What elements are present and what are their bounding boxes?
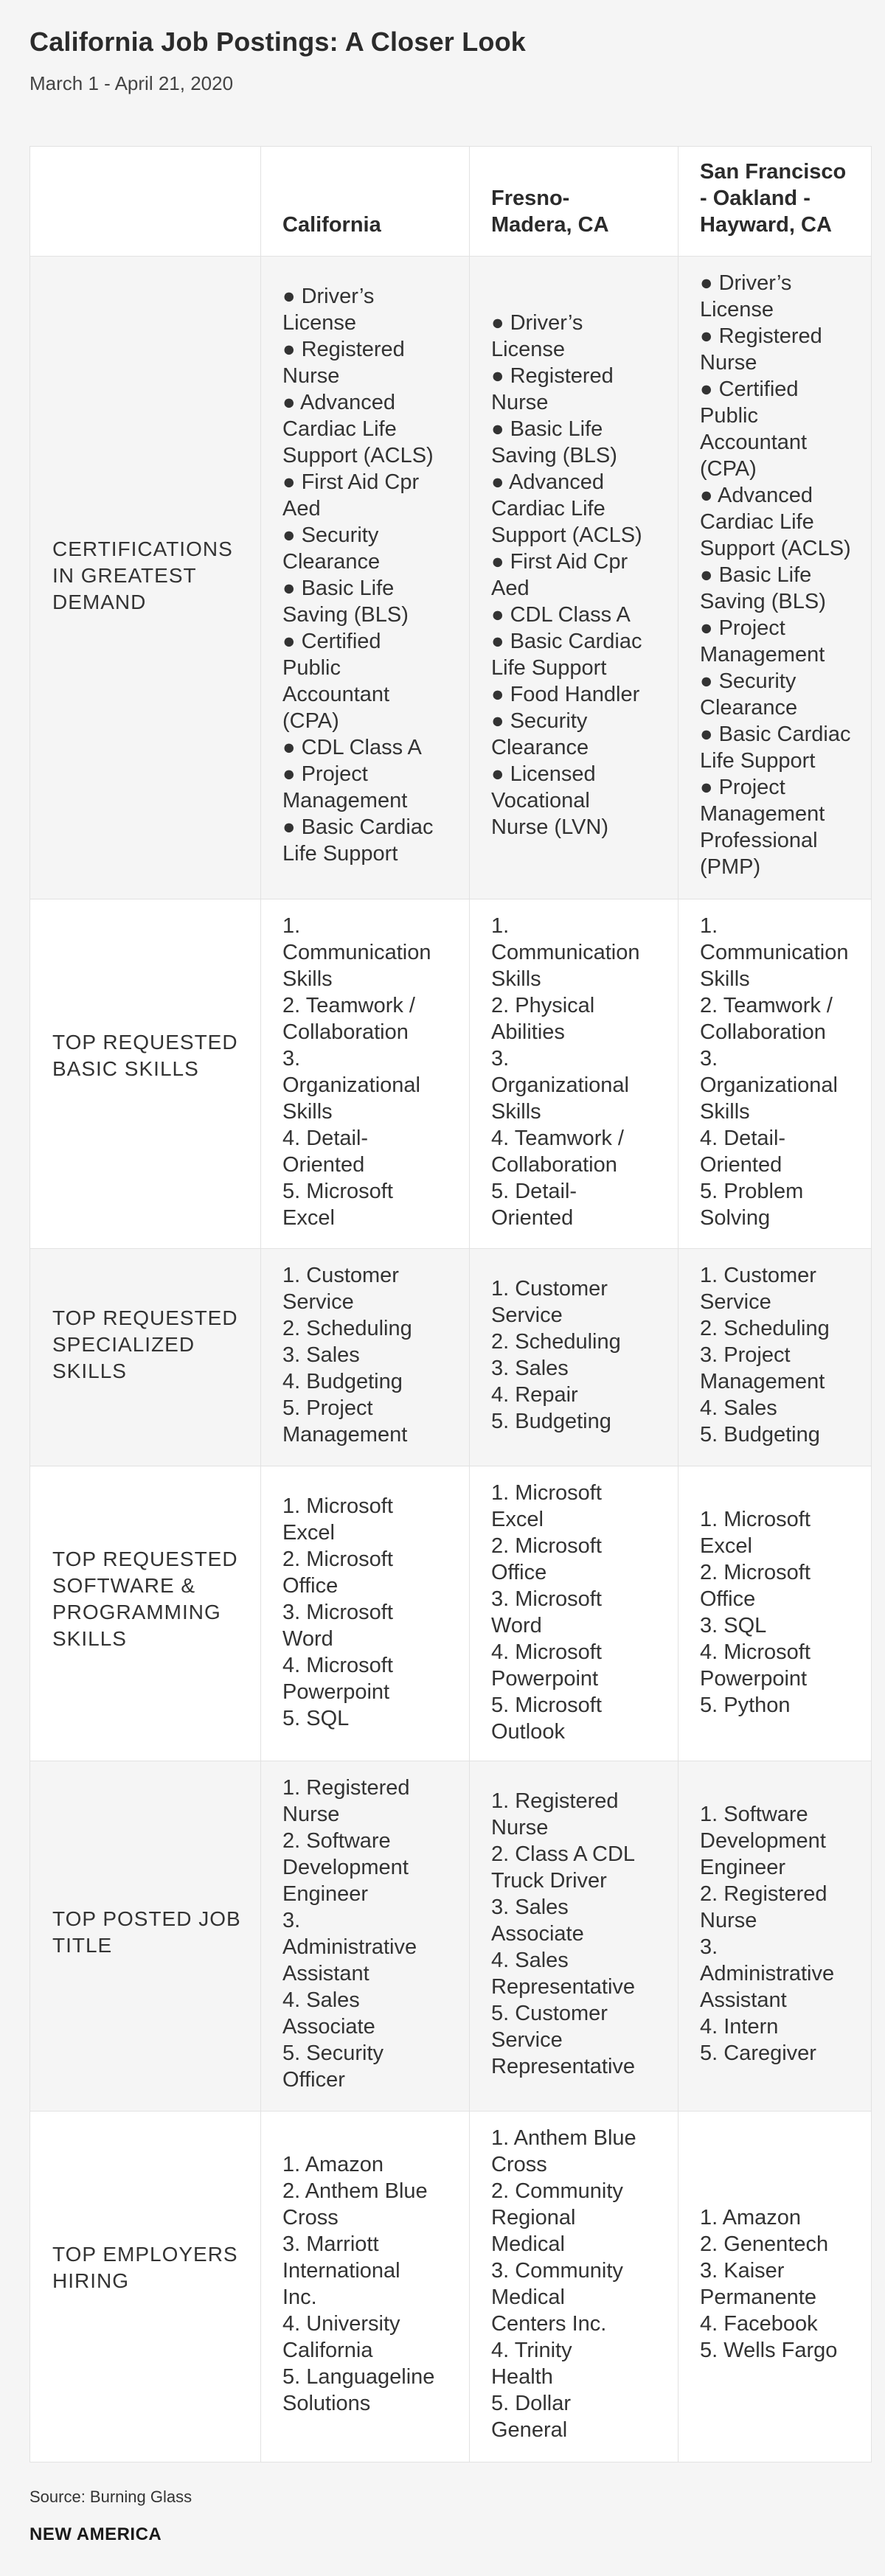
cell-fresno-specialized-skills: 1. Customer Service 2. Scheduling 3. Sales 4. Repair 5. Budgeting: [491, 1277, 621, 1433]
header: [30, 27, 526, 95]
table-row: [30, 1761, 872, 2111]
column-header-california: California: [282, 213, 381, 237]
cell-sf-software: 1. Microsoft Excel 2. Microsoft Office 3. SQL 4. Microsoft Powerpoint 5. Python: [700, 1508, 811, 1717]
cell-california-software: 1. Microsoft Excel 2. Microsoft Office 3. Microsoft Word 4. Microsoft Powerpoint 5. SQL: [282, 1494, 393, 1730]
cell-fresno-employers: 1. Anthem Blue Cross 2. Community Regional Medical 3. Community Medical Centers Inc. 4. Trinity Health 5. Dollar General: [491, 2126, 636, 2442]
row-label-employers: TOP EMPLOYERS HIRING: [52, 2243, 238, 2292]
row-label-basic-skills: TOP REQUESTED BASIC SKILLS: [52, 1031, 238, 1080]
cell-sf-certifications: ● Driver’s License ● Registered Nurse ● Certified Public Accountant (CPA) ● Advanced Cardiac Life Support (ACLS) ● Basic Life Saving (BLS) ● Project Management ● Security Clearance ● Basic Cardiac Life Support ● Project Management Professional (PMP): [700, 271, 851, 879]
cell-sf-specialized-skills: 1. Customer Service 2. Scheduling 3. Project Management 4. Sales 5. Budgeting: [700, 1264, 830, 1447]
page-subtitle: March 1 - April 21, 2020: [30, 72, 234, 94]
row-label-specialized-skills: TOP REQUESTED SPECIALIZED SKILLS: [52, 1306, 238, 1382]
cell-fresno-job-title: 1. Registered Nurse 2. Class A CDL Truck Driver 3. Sales Associate 4. Sales Representative 5. Customer Service Representative: [491, 1789, 636, 2078]
table-row: [30, 1466, 872, 1761]
table-row: [30, 257, 872, 899]
cell-fresno-certifications: ● Driver’s License ● Registered Nurse ● Basic Life Saving (BLS) ● Advanced Cardiac Life Support (ACLS) ● First Aid Cpr Aed ● CDL Class A ● Basic Cardiac Life Support ● Food Handler ● Security Clearance ● Licensed Vocational Nurse (LVN): [491, 311, 642, 839]
page-title: California Job Postings: A Closer Look: [30, 27, 527, 57]
cell-sf-basic-skills: 1. Communication Skills 2. Teamwork / Collaboration 3. Organizational Skills 4. Detail- Oriented 5. Problem Solving: [700, 914, 849, 1230]
cell-sf-job-title: 1. Software Development Engineer 2. Registered Nurse 3. Administrative Assistant 4. Intern 5. Caregiver: [700, 1803, 835, 2065]
table-row: [30, 1249, 872, 1466]
row-label-software-skills: TOP REQUESTED SOFTWARE & PROGRAMMING SKILLS: [52, 1548, 238, 1650]
source-note: Source: Burning Glass: [30, 2488, 192, 2506]
data-table: [30, 146, 872, 2462]
table-row: [30, 2112, 872, 2462]
cell-california-job-title: 1. Registered Nurse 2. Software Development Engineer 3. Administrative Assistant 4. Sales Associate 5. Security Officer: [282, 1776, 417, 2092]
brand-logo: NEW AMERICA: [30, 2524, 162, 2544]
table-row: [30, 899, 872, 1248]
row-label-certifications: CERTIFICATIONS IN GREATEST DEMAND: [52, 537, 233, 613]
cell-california-basic-skills: 1. Communication Skills 2. Teamwork / Collaboration 3. Organizational Skills 4. Detail- Oriented 5. Microsoft Excel: [282, 914, 431, 1230]
column-header-san-francisco: San Francisco - Oakland - Hayward, CA: [700, 160, 847, 237]
cell-fresno-software: 1. Microsoft Excel 2. Microsoft Office 3. Microsoft Word 4. Microsoft Powerpoint 5. Microsoft Outlook: [491, 1481, 602, 1744]
cell-california-certifications: ● Driver’s License ● Registered Nurse ● Advanced Cardiac Life Support (ACLS) ● First Aid Cpr Aed ● Security Clearance ● Basic Life Saving (BLS) ● Certified Public Accountant (CPA) ● CDL Class A ● Project Management ● Basic Cardiac Life Support: [282, 285, 434, 866]
cell-california-specialized-skills: 1. Customer Service 2. Scheduling 3. Sales 4. Budgeting 5. Project Management: [282, 1264, 412, 1447]
column-header-fresno: Fresno- Madera, CA: [491, 187, 609, 237]
row-label-job-title: TOP POSTED JOB TITLE: [52, 1907, 241, 1957]
cell-california-employers: 1. Amazon 2. Anthem Blue Cross 3. Marriott International Inc. 4. University California 5. Languageline Solutions: [282, 2153, 435, 2415]
table-header-row: [30, 147, 872, 256]
cell-sf-employers: 1. Amazon 2. Genentech 3. Kaiser Permanente 4. Facebook 5. Wells Fargo: [700, 2206, 838, 2362]
cell-fresno-basic-skills: 1. Communication Skills 2. Physical Abilities 3. Organizational Skills 4. Teamwork / Collaboration 5. Detail- Oriented: [491, 914, 640, 1230]
